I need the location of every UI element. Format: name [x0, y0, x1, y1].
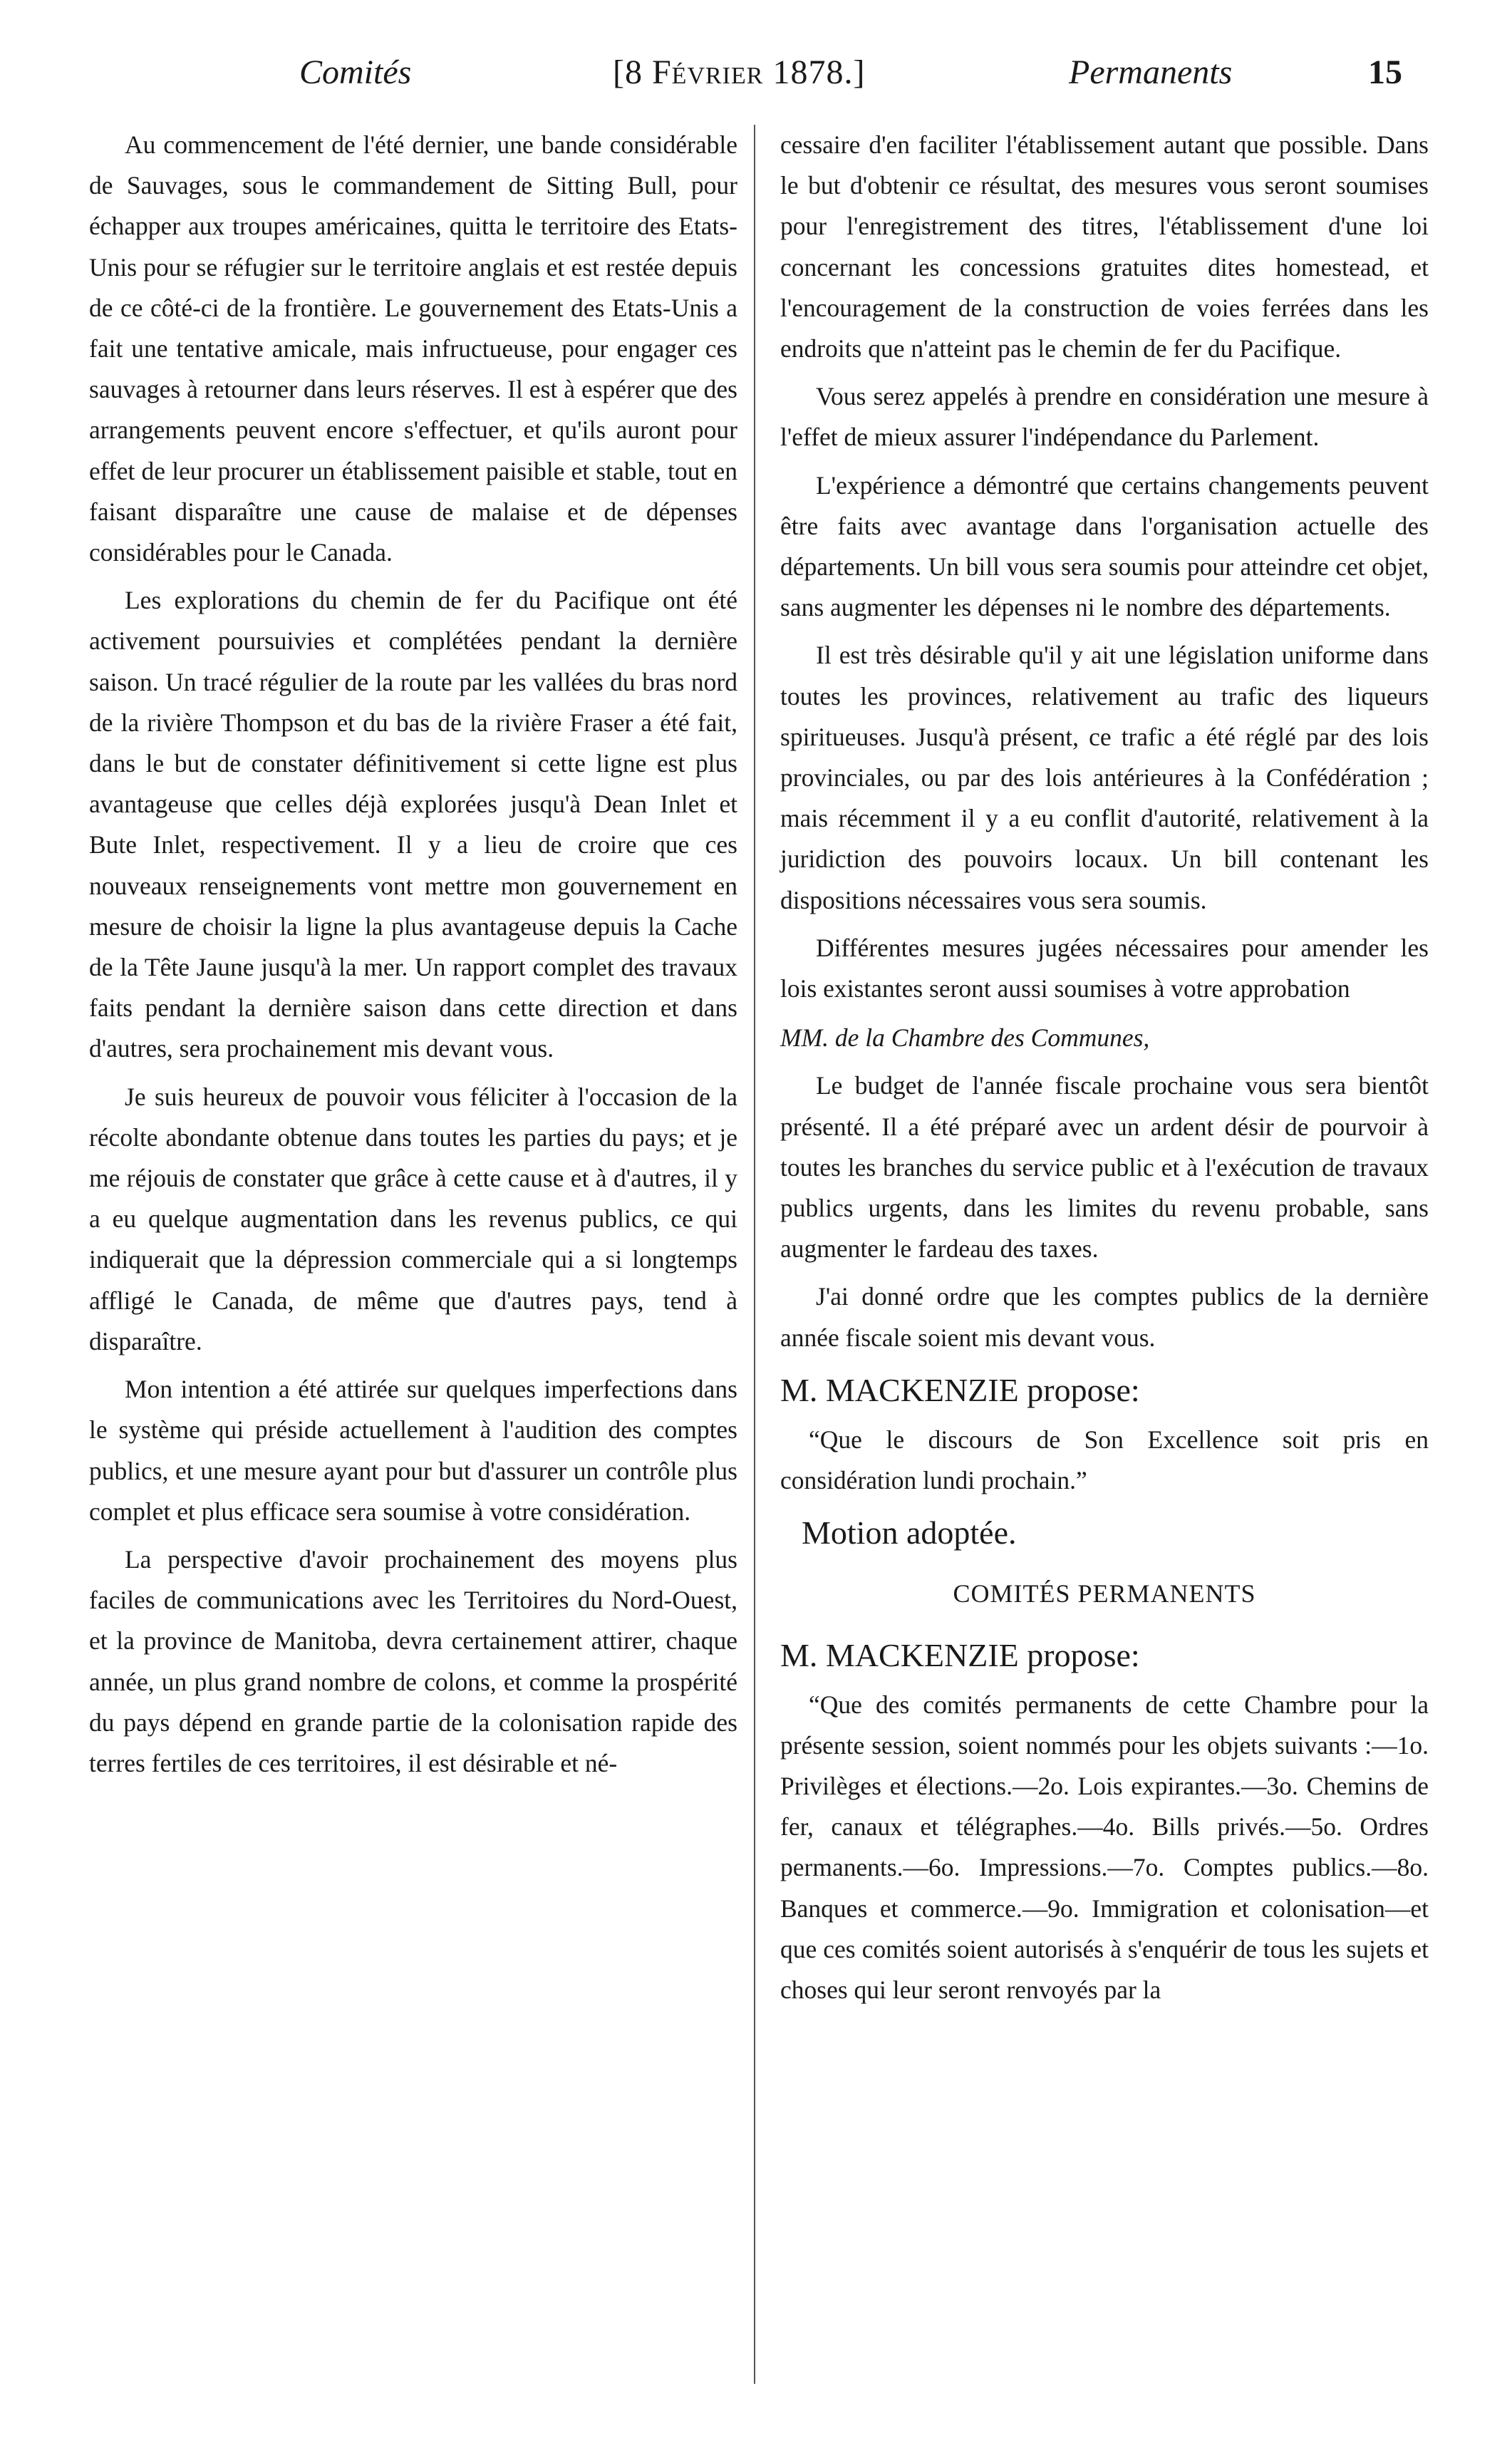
header-left: Comités — [299, 53, 412, 91]
column-divider — [754, 125, 755, 2384]
quoted-motion: “Que le discours de Son Excellence soit pris en considération lundi prochain.” — [780, 1425, 1429, 1495]
paragraph: La perspective d'avoir prochainement des moyens plus faciles de communications avec les Territoires du Nord-Ouest, et la province de Manitoba, devra certainement attirer, chaque année, un plus grand nombre de colons, et comme la prospérité du pays dépend en grande partie de la colonisation rapide des terres fertiles de ces territoires, il est désirable et né- — [89, 1544, 737, 1777]
paragraph: Les explorations du chemin de fer du Pacifique ont été activement poursuivies et complétées pendant la dernière saison. Un tracé régulier de la route par les vallées du bras nord de la rivière Thompson et du bas de la rivière Fraser a été fait, dans le but de constater définitivement si cette ligne est plus avantageuse que celles déjà explorées jusqu'à Dean Inlet et Bute Inlet, respectivement. Il y a lieu de croire que ces nouveaux renseignements vont mettre mon gouvernement en mesure de choisir la ligne la plus avantageuse depuis la Cache de la Tête Jaune jusqu'à la mer. Un rapport complet des travaux faits pendant la dernière saison dans cette direction et dans d'autres, sera prochainement mis devant vous. — [89, 586, 737, 1063]
paragraph: Différentes mesures jugées nécessaires pour amender les lois existantes seront aussi soumises à votre approbation — [780, 933, 1429, 1003]
page-number: 15 — [1368, 53, 1402, 91]
section-title: COMITÉS PERMANENTS — [953, 1579, 1256, 1608]
header-right: Permanents — [1069, 53, 1233, 91]
paragraph: Mon intention a été attirée sur quelques imperfections dans le système qui préside actuellement à l'audition des comptes publics, et une mesure ayant pour but d'assurer un contrôle plus complet et plus efficace sera soumise à votre considération. — [89, 1375, 737, 1526]
running-header — [86, 44, 1439, 101]
paragraph: Je suis heureux de pouvoir vous féliciter à l'occasion de la récolte abondante obtenue dans toutes les parties du pays; et je me réjouis de constater que grâce à cette cause et à d'autres, il y a eu quelque augmentation dans les revenus publics, ce qui indiquerait que la dépression commerciale qui a si longtemps affligé le Canada, de même que d'autres pays, tend à disparaître. — [89, 1082, 737, 1355]
motion-result: Motion adoptée. — [802, 1514, 1017, 1551]
left-column — [89, 125, 737, 1791]
paragraph: Au commencement de l'été dernier, une bande considérable de Sauvages, sous le commandement de Sitting Bull, pour échapper aux troupes américaines, quitta le territoire des Etats-Unis pour se réfugier sur le territoire anglais et est restée depuis de ce côté-ci de la frontière. Le gouvernement des Etats-Unis a fait une tentative amicale, mais infructueuse, pour engager ces sauvages à retourner dans leurs réserves. Il est à espérer que des arrangements peuvent encore s'effectuer, et qu'ils auront pour effet de leur procurer un établissement paisible et stable, tout en faisant disparaître une cause de malaise et de dépenses considérables pour le Canada. — [89, 130, 737, 567]
paragraph: cessaire d'en faciliter l'établissement autant que possible. Dans le but d'obtenir ce résultat, des mesures vous seront soumises pour l'enregistrement des titres, l'établissement d'une loi concernant les concessions gratuites dites homestead, et l'encouragement de la construction de voies ferrées dans les endroits que n'atteint pas le chemin de fer du Pacifique. — [780, 130, 1429, 363]
header-date: [8 Février 1878.] — [613, 53, 866, 91]
speaker-line: M. MACKENZIE propose: — [780, 1636, 1140, 1673]
address-line: MM. de la Chambre des Communes, — [780, 1023, 1150, 1053]
paragraph: Il est très désirable qu'il y ait une législation uniforme dans toutes les provinces, relativement au trafic des liqueurs spiritueuses. Jusqu'à présent, ce trafic a été réglé par des lois provinciales, ou par des lois antérieures à la Confédération ; mais récemment il y a eu conflit d'autorité, relativement à la juridiction des pouvoirs locaux. Un bill contenant les dispositions nécessaires vous sera soumis. — [780, 641, 1429, 914]
right-column — [780, 125, 1429, 2018]
paragraph: L'expérience a démontré que certains changements peuvent être faits avec avantage dans l'organisation actuelle des départements. Un bill vous sera soumis pour atteindre cet objet, sans augmenter les dépenses ni le nombre des départements. — [780, 470, 1429, 622]
quoted-motion: “Que des comités permanents de cette Chambre pour la présente session, soient nommés pour les objets suivants :—1o. Privilèges et élections.—2o. Lois expirantes.—3o. Chemins de fer, canaux et télégraphes.—4o. Bills privés.—5o. Ordres permanents.—6o. Impressions.—7o. Comptes publics.—8o. Banques et commerce.—9o. Immigration et colonisation—et que ces comités soient autorisés à s'enquérir de tous les sujets et choses qui leur seront renvoyés par la — [780, 1690, 1429, 2004]
speaker-line: M. MACKENZIE propose: — [780, 1371, 1140, 1408]
paragraph: J'ai donné ordre que les comptes publics de la dernière année fiscale soient mis devant vous. — [780, 1282, 1429, 1352]
paragraph: Vous serez appelés à prendre en considération une mesure à l'effet de mieux assurer l'indépendance du Parlement. — [780, 382, 1429, 452]
paragraph: Le budget de l'année fiscale prochaine vous sera bientôt présenté. Il a été préparé avec un ardent désir de pourvoir à toutes les branches du service public et à l'exécution de travaux publics urgents, dans les limites du revenu probable, sans augmenter le fardeau des taxes. — [780, 1071, 1429, 1264]
